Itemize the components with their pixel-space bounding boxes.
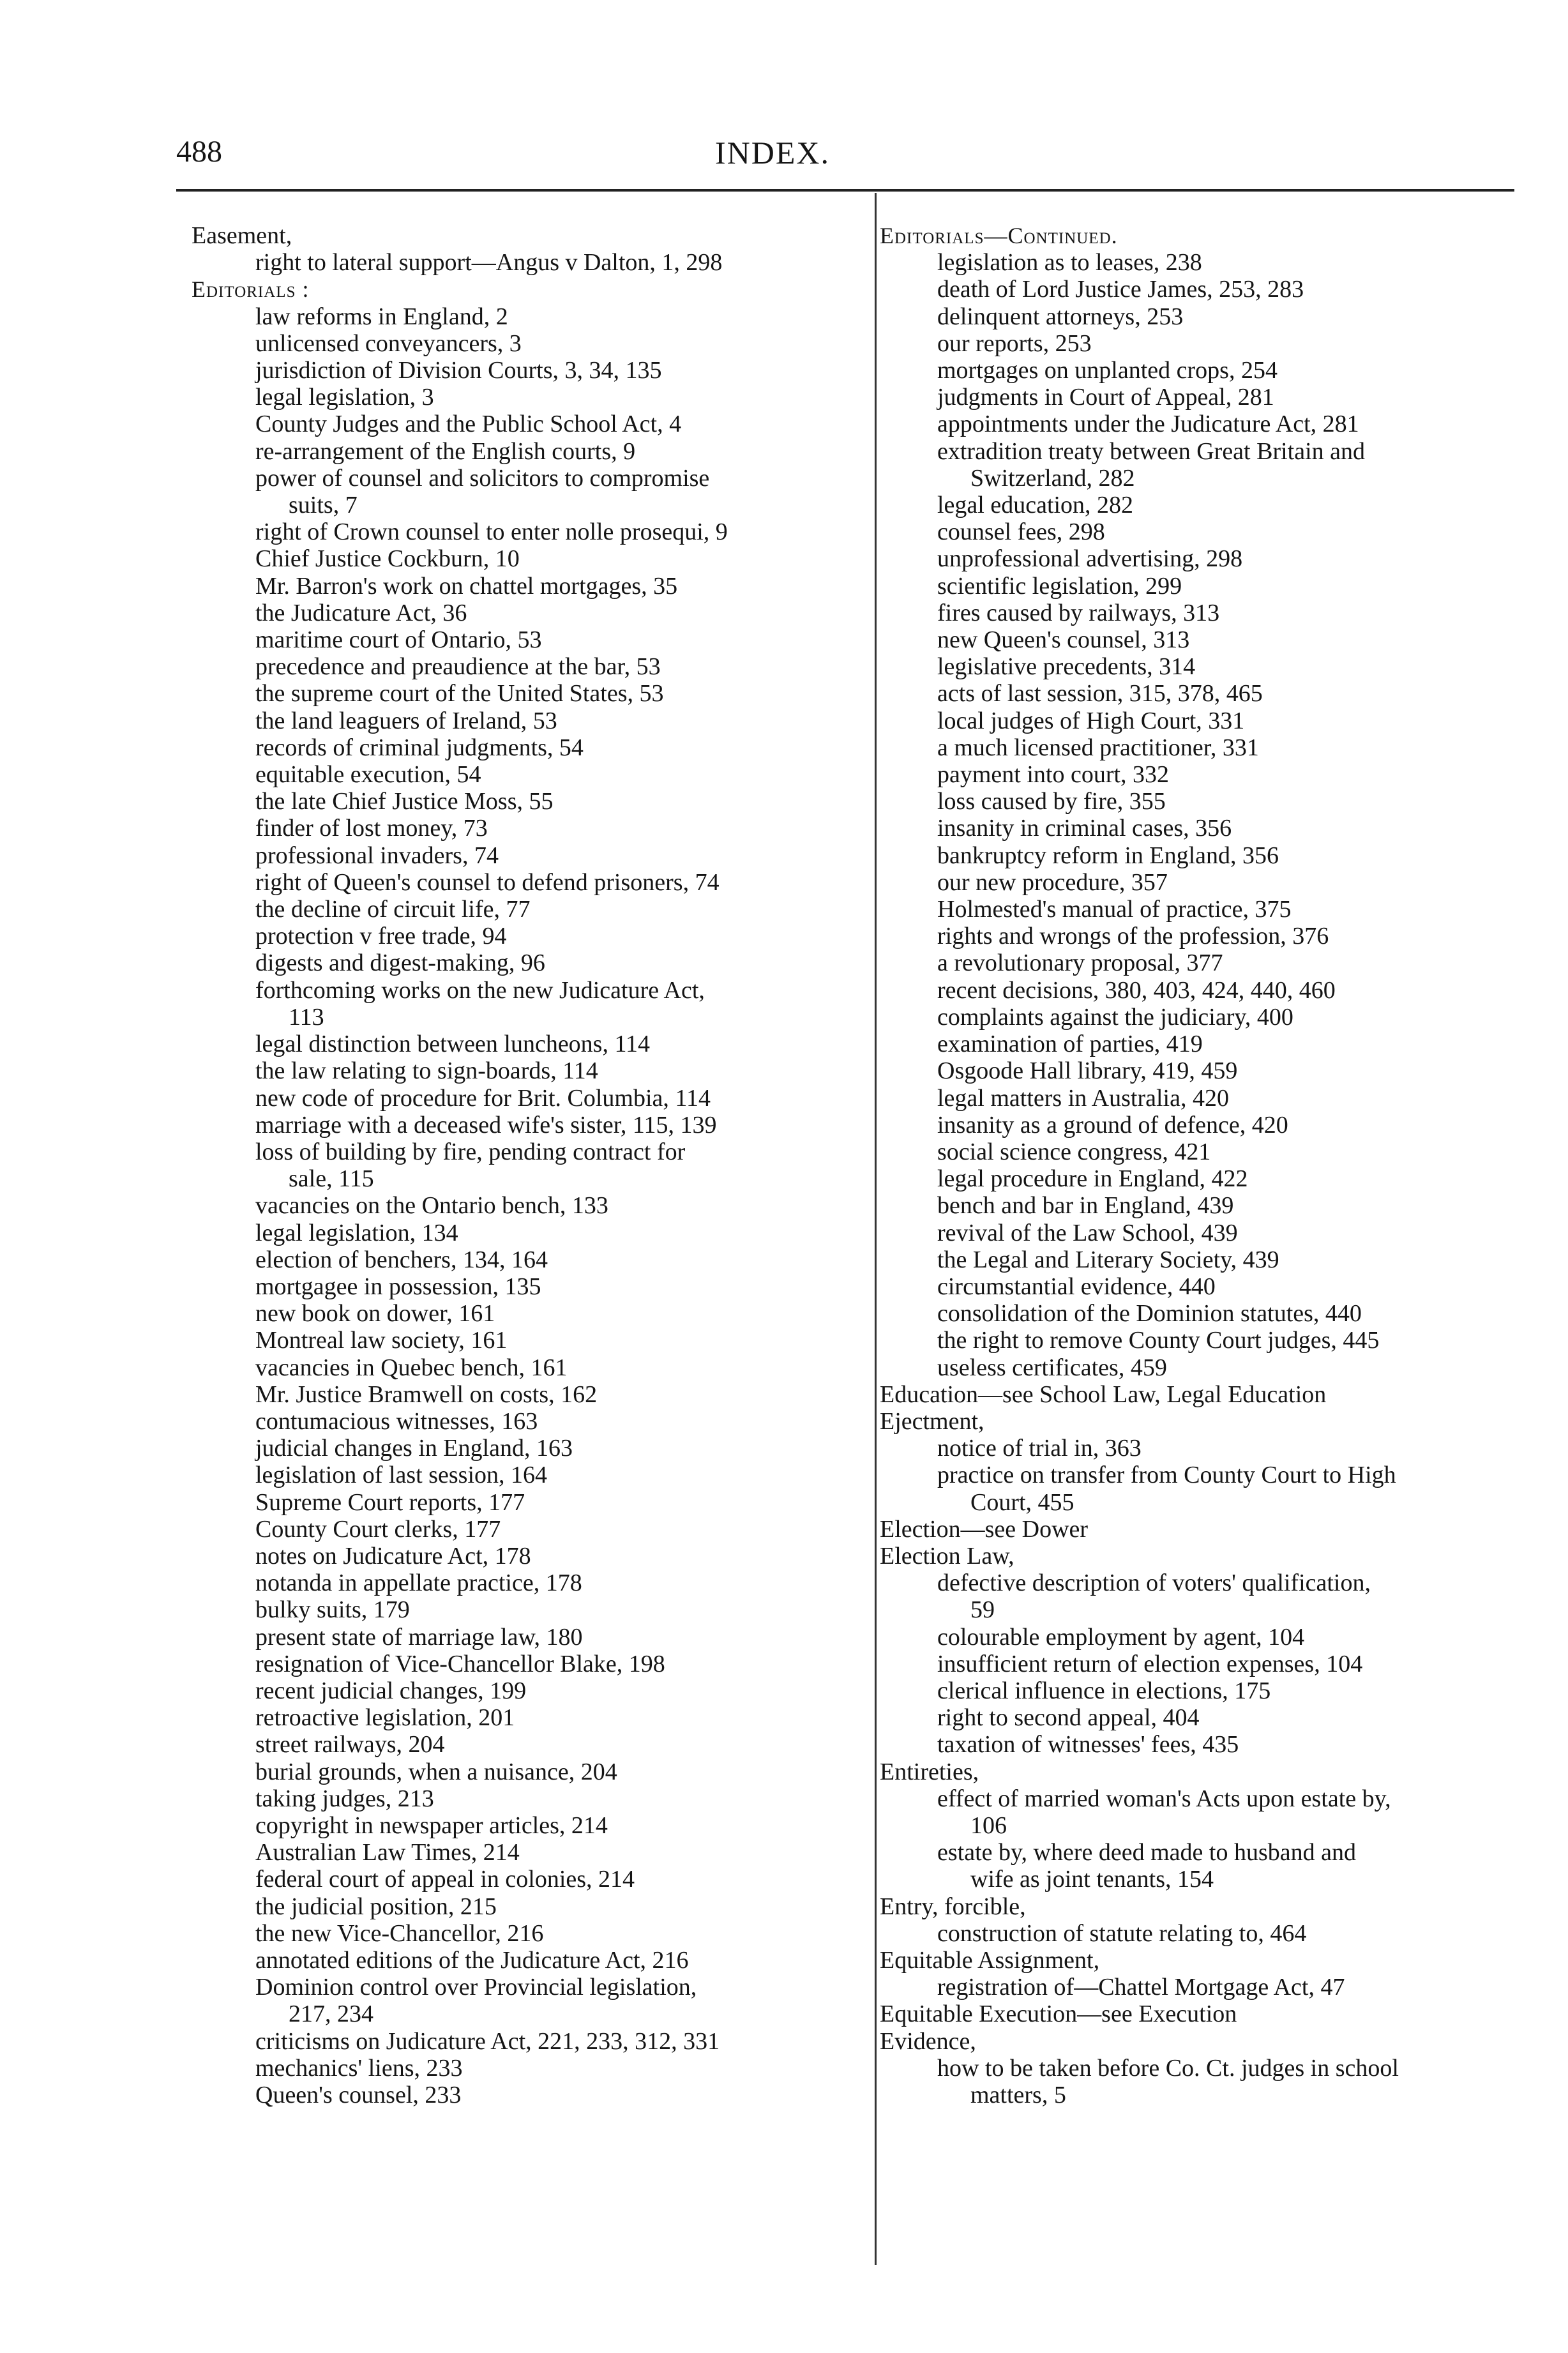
index-subentry: the land leaguers of Ireland, 53 bbox=[255, 707, 557, 734]
index-heading: Editorials : bbox=[192, 276, 310, 303]
index-subentry: re-arrangement of the English courts, 9 bbox=[255, 437, 636, 465]
index-continuation: 106 bbox=[970, 1812, 1007, 1839]
index-subentry: extradition treaty between Great Britain and bbox=[937, 437, 1366, 465]
index-subentry: legislation of last session, 164 bbox=[255, 1462, 548, 1489]
index-subentry: unprofessional advertising, 298 bbox=[937, 545, 1243, 573]
index-subentry: the late Chief Justice Moss, 55 bbox=[255, 788, 554, 815]
index-subentry: County Court clerks, 177 bbox=[255, 1515, 501, 1543]
index-subentry: legal legislation, 134 bbox=[255, 1219, 458, 1246]
index-subentry: copyright in newspaper articles, 214 bbox=[255, 1812, 608, 1839]
index-subentry: new book on dower, 161 bbox=[255, 1300, 495, 1328]
index-heading: Entry, forcible, bbox=[880, 1893, 1026, 1920]
index-subentry: the new Vice-Chancellor, 216 bbox=[255, 1919, 544, 1947]
index-subentry: Osgoode Hall library, 419, 459 bbox=[937, 1057, 1238, 1085]
index-continuation: 217, 234 bbox=[289, 2001, 373, 2028]
index-subentry: the Legal and Literary Society, 439 bbox=[937, 1246, 1279, 1273]
index-subentry: the Judicature Act, 36 bbox=[255, 599, 467, 626]
index-subentry: new Queen's counsel, 313 bbox=[937, 626, 1190, 654]
index-subentry: the supreme court of the United States, 53 bbox=[255, 680, 664, 707]
index-subentry: practice on transfer from County Court to High bbox=[937, 1462, 1396, 1489]
index-continuation: sale, 115 bbox=[289, 1165, 374, 1193]
index-continuation: wife as joint tenants, 154 bbox=[970, 1866, 1214, 1893]
index-subentry: complaints against the judiciary, 400 bbox=[937, 1003, 1293, 1031]
index-subentry: bulky suits, 179 bbox=[255, 1596, 410, 1624]
index-subentry: colourable employment by agent, 104 bbox=[937, 1623, 1305, 1651]
index-subentry: a much licensed practitioner, 331 bbox=[937, 734, 1259, 761]
index-subentry: acts of last session, 315, 378, 465 bbox=[937, 680, 1263, 707]
index-subentry: useless certificates, 459 bbox=[937, 1354, 1167, 1381]
index-continuation: suits, 7 bbox=[289, 492, 358, 519]
index-subentry: Australian Law Times, 214 bbox=[255, 1839, 520, 1866]
index-subentry: effect of married woman's Acts upon estate by, bbox=[937, 1785, 1391, 1812]
index-heading: Equitable Assignment, bbox=[880, 1947, 1100, 1974]
index-subentry: legal legislation, 3 bbox=[255, 384, 434, 411]
index-subentry: how to be taken before Co. Ct. judges in school bbox=[937, 2054, 1399, 2082]
column-divider bbox=[875, 193, 877, 2265]
index-subentry: the law relating to sign-boards, 114 bbox=[255, 1057, 598, 1085]
index-subentry: mechanics' liens, 233 bbox=[255, 2054, 463, 2082]
index-subentry: Holmested's manual of practice, 375 bbox=[937, 896, 1292, 923]
index-subentry: the decline of circuit life, 77 bbox=[255, 896, 531, 923]
index-subentry: unlicensed conveyancers, 3 bbox=[255, 329, 522, 357]
index-subentry: taxation of witnesses' fees, 435 bbox=[937, 1731, 1239, 1759]
index-subentry: maritime court of Ontario, 53 bbox=[255, 626, 542, 654]
index-heading: Education—see School Law, Legal Education bbox=[880, 1381, 1327, 1408]
index-subentry: loss caused by fire, 355 bbox=[937, 788, 1166, 815]
header-rule bbox=[176, 189, 1514, 192]
index-subentry: present state of marriage law, 180 bbox=[255, 1623, 583, 1651]
index-subentry: appointments under the Judicature Act, 281 bbox=[937, 411, 1359, 438]
index-subentry: insanity in criminal cases, 356 bbox=[937, 815, 1232, 842]
index-subentry: jurisdiction of Division Courts, 3, 34, 135 bbox=[255, 357, 662, 384]
index-subentry: revival of the Law School, 439 bbox=[937, 1219, 1238, 1246]
index-heading: Easement, bbox=[192, 222, 292, 249]
index-subentry: taking judges, 213 bbox=[255, 1785, 434, 1812]
index-subentry: circumstantial evidence, 440 bbox=[937, 1273, 1216, 1300]
index-subentry: delinquent attorneys, 253 bbox=[937, 303, 1184, 330]
index-heading: Election Law, bbox=[880, 1542, 1014, 1570]
index-continuation: 59 bbox=[970, 1596, 995, 1624]
index-subentry: Mr. Justice Bramwell on costs, 162 bbox=[255, 1381, 598, 1408]
index-subentry: new code of procedure for Brit. Columbia, 114 bbox=[255, 1084, 711, 1112]
index-subentry: Queen's counsel, 233 bbox=[255, 2082, 462, 2109]
index-subentry: Dominion control over Provincial legislation, bbox=[255, 1974, 697, 2001]
index-subentry: notes on Judicature Act, 178 bbox=[255, 1542, 531, 1570]
index-subentry: mortgages on unplanted crops, 254 bbox=[937, 357, 1278, 384]
index-column-right bbox=[880, 222, 1518, 2108]
index-subentry: annotated editions of the Judicature Act, 216 bbox=[255, 1947, 689, 1974]
index-subentry: right to lateral support—Angus v Dalton, 1, 298 bbox=[255, 249, 723, 276]
index-subentry: County Judges and the Public School Act, 4 bbox=[255, 411, 682, 438]
index-subentry: Supreme Court reports, 177 bbox=[255, 1488, 525, 1516]
index-subentry: contumacious witnesses, 163 bbox=[255, 1407, 538, 1435]
index-subentry: street railways, 204 bbox=[255, 1731, 445, 1759]
index-heading: Editorials—Continued. bbox=[880, 223, 1118, 248]
index-subentry: recent judicial changes, 199 bbox=[255, 1677, 527, 1704]
index-subentry: right to second appeal, 404 bbox=[937, 1704, 1200, 1732]
index-subentry: right of Crown counsel to enter nolle prosequi, 9 bbox=[255, 518, 728, 546]
index-subentry: records of criminal judgments, 54 bbox=[255, 734, 584, 761]
index-continuation: Switzerland, 282 bbox=[970, 464, 1135, 492]
index-subentry: defective description of voters' qualification, bbox=[937, 1570, 1371, 1597]
index-subentry: mortgagee in possession, 135 bbox=[255, 1273, 541, 1300]
index-subentry: insanity as a ground of defence, 420 bbox=[937, 1111, 1288, 1139]
index-subentry: precedence and preaudience at the bar, 53 bbox=[255, 653, 661, 681]
index-subentry: legal procedure in England, 422 bbox=[937, 1165, 1248, 1193]
index-subentry: vacancies on the Ontario bench, 133 bbox=[255, 1192, 608, 1220]
index-heading: Equitable Execution—see Execution bbox=[880, 2001, 1237, 2028]
index-subentry: judgments in Court of Appeal, 281 bbox=[937, 384, 1274, 411]
index-subentry: Mr. Barron's work on chattel mortgages, 35 bbox=[255, 572, 678, 600]
index-subentry: recent decisions, 380, 403, 424, 440, 460 bbox=[937, 976, 1336, 1004]
index-subentry: notanda in appellate practice, 178 bbox=[255, 1570, 582, 1597]
index-subentry: rights and wrongs of the profession, 376 bbox=[937, 923, 1329, 950]
index-subentry: Chief Justice Cockburn, 10 bbox=[255, 545, 520, 573]
index-continuation: Court, 455 bbox=[970, 1488, 1074, 1516]
index-continuation: matters, 5 bbox=[970, 2082, 1066, 2109]
index-subentry: construction of statute relating to, 464 bbox=[937, 1919, 1307, 1947]
index-subentry: social science congress, 421 bbox=[937, 1138, 1211, 1165]
index-subentry: law reforms in England, 2 bbox=[255, 303, 508, 330]
index-subentry: the right to remove County Court judges, 445 bbox=[937, 1327, 1380, 1354]
index-subentry: election of benchers, 134, 164 bbox=[255, 1246, 548, 1273]
index-subentry: registration of—Chattel Mortgage Act, 47 bbox=[937, 1974, 1345, 2001]
index-subentry: equitable execution, 54 bbox=[255, 761, 481, 789]
index-subentry: professional invaders, 74 bbox=[255, 842, 499, 869]
index-heading: Evidence, bbox=[880, 2027, 976, 2055]
index-subentry: examination of parties, 419 bbox=[937, 1031, 1203, 1058]
index-subentry: counsel fees, 298 bbox=[937, 518, 1105, 546]
index-subentry: estate by, where deed made to husband and bbox=[937, 1839, 1356, 1866]
index-subentry: bench and bar in England, 439 bbox=[937, 1192, 1234, 1220]
index-heading: Election—see Dower bbox=[880, 1515, 1089, 1543]
index-subentry: Montreal law society, 161 bbox=[255, 1327, 508, 1354]
index-subentry: loss of building by fire, pending contract for bbox=[255, 1138, 686, 1165]
index-continuation: 113 bbox=[289, 1003, 324, 1031]
index-subentry: clerical influence in elections, 175 bbox=[937, 1677, 1271, 1704]
index-subentry: criticisms on Judicature Act, 221, 233, 312, 331 bbox=[255, 2027, 720, 2055]
index-subentry: scientific legislation, 299 bbox=[937, 572, 1182, 600]
index-subentry: insufficient return of election expenses, 104 bbox=[937, 1650, 1363, 1677]
index-subentry: our reports, 253 bbox=[937, 329, 1092, 357]
index-subentry: legal matters in Australia, 420 bbox=[937, 1084, 1229, 1112]
index-subentry: notice of trial in, 363 bbox=[937, 1435, 1142, 1462]
index-subentry: burial grounds, when a nuisance, 204 bbox=[255, 1758, 617, 1785]
index-subentry: power of counsel and solicitors to compromise bbox=[255, 464, 710, 492]
index-subentry: consolidation of the Dominion statutes, 440 bbox=[937, 1300, 1362, 1328]
index-subentry: vacancies in Quebec bench, 161 bbox=[255, 1354, 568, 1381]
index-subentry: local judges of High Court, 331 bbox=[937, 707, 1245, 734]
index-heading: Ejectment, bbox=[880, 1407, 984, 1435]
index-subentry: bankruptcy reform in England, 356 bbox=[937, 842, 1279, 869]
index-subentry: right of Queen's counsel to defend prisoners, 74 bbox=[255, 868, 720, 896]
index-subentry: judicial changes in England, 163 bbox=[255, 1435, 573, 1462]
index-subentry: forthcoming works on the new Judicature Act, bbox=[255, 976, 705, 1004]
index-subentry: our new procedure, 357 bbox=[937, 868, 1168, 896]
index-subentry: legal education, 282 bbox=[937, 492, 1134, 519]
index-subentry: finder of lost money, 73 bbox=[255, 815, 488, 842]
index-subentry: federal court of appeal in colonies, 214 bbox=[255, 1866, 635, 1893]
index-subentry: protection v free trade, 94 bbox=[255, 923, 507, 950]
index-subentry: resignation of Vice-Chancellor Blake, 198 bbox=[255, 1650, 665, 1677]
index-subentry: legal distinction between luncheons, 114 bbox=[255, 1031, 651, 1058]
index-column-left bbox=[192, 222, 862, 2108]
index-subentry: marriage with a deceased wife's sister, 115, 139 bbox=[255, 1111, 717, 1139]
index-subentry: death of Lord Justice James, 253, 283 bbox=[937, 276, 1304, 303]
index-subentry: digests and digest-making, 96 bbox=[255, 950, 545, 977]
page-title: INDEX. bbox=[715, 135, 831, 170]
index-subentry: legislative precedents, 314 bbox=[937, 653, 1196, 681]
index-subentry: legislation as to leases, 238 bbox=[937, 249, 1202, 276]
index-subentry: the judicial position, 215 bbox=[255, 1893, 497, 1920]
index-subentry: fires caused by railways, 313 bbox=[937, 599, 1220, 626]
page-number: 488 bbox=[176, 135, 222, 169]
index-subentry: payment into court, 332 bbox=[937, 761, 1170, 789]
index-subentry: a revolutionary proposal, 377 bbox=[937, 950, 1223, 977]
index-heading: Entireties, bbox=[880, 1758, 979, 1785]
index-subentry: retroactive legislation, 201 bbox=[255, 1704, 515, 1732]
